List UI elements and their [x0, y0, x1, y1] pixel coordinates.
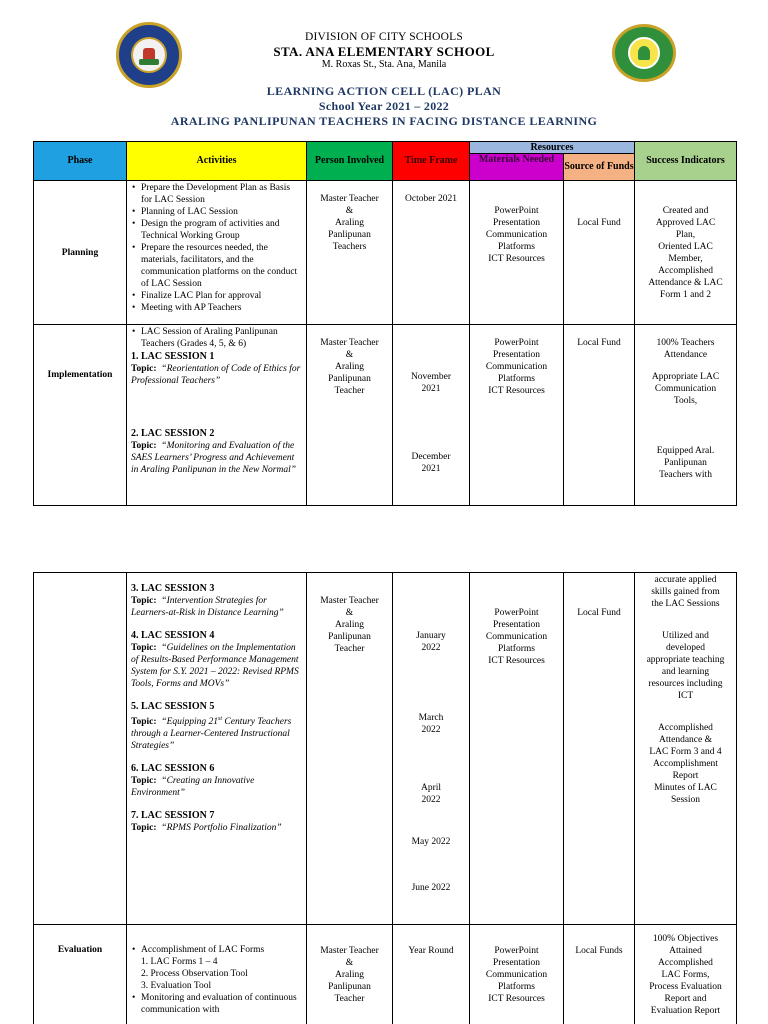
col-resources: Resources	[470, 142, 635, 154]
document-header	[0, 0, 768, 140]
implementation-success: 100% Teachers Attendance Appropriate LAC Communication Tools, Equipped Aral. Panlipunan Teachers with	[635, 325, 737, 506]
col-activities: Activities	[127, 142, 307, 181]
list-item: • Monitoring and evaluation of continuous communication with	[131, 992, 302, 1016]
evaluation-activities	[127, 925, 307, 1024]
session-title: 7. LAC SESSION 7	[131, 810, 215, 822]
col-materials: Materials Needed	[470, 154, 564, 181]
phase-planning: Planning	[34, 181, 127, 325]
planning-success: Created and Approved LAC Plan, Oriented LAC Member, Accomplished Attendance & LAC Form 1 and 2	[635, 181, 737, 325]
session-title: 3. LAC SESSION 3	[131, 583, 215, 594]
col-person: Person Involved	[307, 142, 393, 181]
school-year: School Year 2021 – 2022	[318, 99, 450, 113]
plan-title: LEARNING ACTION CELL (LAC) PLAN	[266, 84, 502, 98]
session-title: 2. LAC SESSION 2	[131, 428, 215, 439]
continued-time: January 2022 March 2022 April 2022 May 2022 June 2022	[393, 573, 470, 925]
session-topic: Topic: “Reorientation of Code of Ethics for Professional Teachers”	[131, 364, 301, 386]
planning-person: Master Teacher & Araling Panlipunan Teachers	[307, 181, 393, 325]
list-item: • Accomplishment of LAC Forms	[131, 944, 302, 956]
implementation-person: Master Teacher & Araling Panlipunan Teacher	[307, 325, 393, 506]
col-success: Success Indicators	[635, 142, 737, 181]
session-topic: Topic: “RPMS Portfolio Finalization”	[131, 823, 282, 834]
implementation-source: Local Fund	[564, 325, 635, 506]
list-item: 1. LAC Forms 1 – 4	[141, 957, 218, 967]
school-address: M. Roxas St., Sta. Ana, Manila	[321, 59, 447, 70]
session-topic: Topic: “Monitoring and Evaluation of the SAES Learners’ Progress and Achievement in Araling Panlipunan in the New Normal”	[131, 441, 297, 475]
planning-materials: PowerPoint Presentation Communication Platforms ICT Resources	[470, 181, 564, 325]
table-row-implementation	[34, 325, 737, 506]
school-name: STA. ANA ELEMENTARY SCHOOL	[273, 44, 495, 59]
session-topic: Topic: “Intervention Strategies for Learners-at-Risk in Distance Learning”	[131, 596, 284, 618]
plan-subtitle: ARALING PANLIPUNAN TEACHERS IN FACING DISTANCE LEARNING	[170, 114, 598, 128]
planning-activities	[127, 181, 307, 325]
evaluation-person: Master Teacher & Araling Panlipunan Teacher	[307, 925, 393, 1024]
evaluation-source: Local Funds	[564, 925, 635, 1024]
implementation-activities	[127, 325, 307, 506]
phase-evaluation: Evaluation	[34, 925, 127, 1024]
session-topic: Topic: “Guidelines on the Implementation of Results-Based Performance Management System for S.Y. 2021 – 2022: Revised RPMS Tools, Forms and MOVs”	[131, 643, 299, 689]
table-row-planning	[34, 181, 737, 325]
continued-success: accurate applied skills gained from the LAC Sessions Utilized and developed appropriate teaching and learning resources including ICT Accomplished Attendance & LAC Form 3 and 4 Accomplishment Report Minutes of LAC Session	[635, 573, 737, 925]
evaluation-materials: PowerPoint Presentation Communication Platforms ICT Resources	[470, 925, 564, 1024]
planning-source: Local Fund	[564, 181, 635, 325]
session-topic: Topic: “Equipping 21st Century Teachers through a Learner-Centered Instructional Strategies”	[131, 716, 292, 752]
table-row-implementation-continued	[34, 573, 737, 925]
phase-blank	[34, 573, 127, 925]
session-title: 6. LAC SESSION 6	[131, 763, 215, 775]
continued-activities	[127, 573, 307, 925]
continued-materials: PowerPoint Presentation Communication Platforms ICT Resources	[470, 573, 564, 925]
list-item: 3. Evaluation Tool	[141, 981, 212, 991]
list-item: • Planning of LAC Session	[131, 206, 302, 218]
continued-person: Master Teacher & Araling Panlipunan Teacher	[307, 573, 393, 925]
session-topic: Topic: “Creating an Innovative Environment”	[131, 776, 255, 799]
list-item: • Design the program of activities and Technical Working Group	[131, 218, 302, 242]
session-title: 4. LAC SESSION 4	[131, 630, 215, 641]
continued-source: Local Fund	[564, 573, 635, 925]
list-item: • Meeting with AP Teachers	[131, 302, 302, 314]
lac-plan-table	[33, 141, 737, 506]
list-item: 2. Process Observation Tool	[141, 969, 248, 979]
implementation-time: November 2021 December 2021	[393, 325, 470, 506]
evaluation-success: 100% Objectives Attained Accomplished LAC Forms, Process Evaluation Report and Evaluation Report	[635, 925, 737, 1024]
col-source: Source of Funds	[564, 154, 635, 181]
list-item: • LAC Session of Araling Panlipunan Teachers (Grades 4, 5, & 6)	[131, 326, 302, 350]
list-item: • Prepare the resources needed, the materials, facilitators, and the communication platforms on the conduct of LAC Session	[131, 242, 302, 290]
planning-time: October 2021	[393, 181, 470, 325]
evaluation-time: Year Round	[393, 925, 470, 1024]
list-item: • Prepare the Development Plan as Basis for LAC Session	[131, 182, 302, 206]
phase-implementation: Implementation	[34, 325, 127, 506]
list-item: • Finalize LAC Plan for approval	[131, 290, 302, 302]
implementation-materials: PowerPoint Presentation Communication Platforms ICT Resources	[470, 325, 564, 506]
session-title: 5. LAC SESSION 5	[131, 701, 215, 712]
col-phase: Phase	[34, 142, 127, 181]
division-name: DIVISION OF CITY SCHOOLS	[304, 31, 464, 43]
table-row-evaluation	[34, 925, 737, 1024]
session-title: 1. LAC SESSION 1	[131, 351, 215, 362]
col-time: Time Frame	[393, 142, 470, 181]
lac-plan-table-continued	[33, 572, 737, 1024]
